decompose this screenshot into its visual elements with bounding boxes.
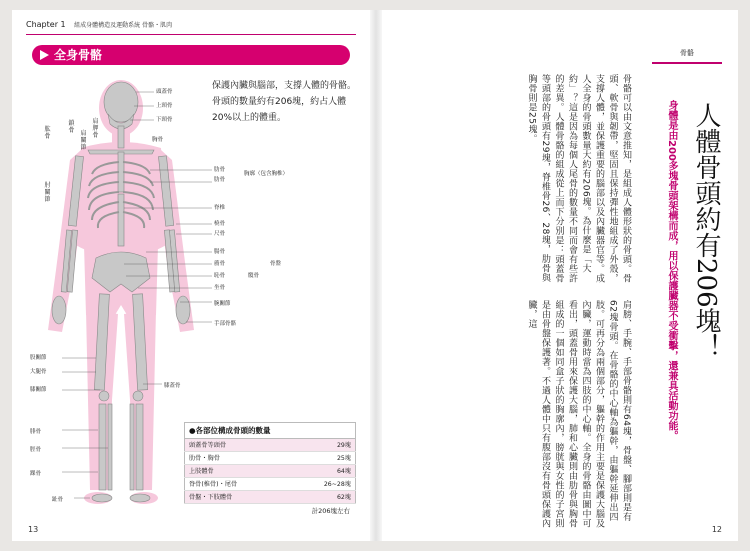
page-header: 骨骼	[680, 49, 694, 57]
label-ankle: 踝骨	[30, 471, 42, 477]
label-wrist-joint: 腕關節	[214, 301, 231, 307]
intro-text: 保護內臟與腦部，支撐人體的骨骼。骨頭的數量約有206塊，約占人體20%以上的體重。	[212, 81, 357, 123]
page-number-right: 12	[711, 525, 722, 534]
play-arrow-icon	[40, 50, 49, 60]
section-title: 全身骨骼	[54, 48, 103, 62]
count-title: ●各部位構成骨頭的數量	[184, 422, 356, 438]
label-pubis: 恥骨	[214, 273, 226, 279]
book-gutter	[370, 10, 382, 541]
label-ischium: 坐骨	[214, 285, 226, 291]
chapter-header	[26, 20, 172, 29]
label-maxilla: 上頸骨	[156, 103, 173, 109]
table-row	[185, 452, 356, 465]
section-title-bar	[32, 45, 350, 65]
label-patella: 膝蓋骨	[164, 383, 181, 389]
count-part: 頭蓋骨等頭骨	[185, 439, 314, 452]
label-sternum: 胸骨	[152, 137, 164, 143]
label-hand-bones: 手部骨骼	[214, 321, 237, 327]
chapter-subtitle: 組成身體構造及運動系統 骨骼・肌肉	[74, 22, 173, 29]
label-foot: 趾骨	[52, 497, 64, 503]
page-number-left: 13	[28, 525, 39, 534]
count-value: 64塊	[313, 465, 356, 478]
label-ribs-2: 肋骨	[214, 177, 226, 183]
bone-count-box	[184, 422, 356, 517]
bone-count-table	[184, 438, 356, 504]
label-pelvis: 骨盤	[270, 261, 282, 267]
label-ulna: 尺骨	[214, 231, 226, 237]
label-scapula: 肩胛骨	[92, 118, 99, 139]
label-rib-cage: 胸廓（包含胸椎）	[244, 171, 289, 177]
count-part: 上肢體骨	[185, 465, 314, 478]
count-value: 29塊	[313, 439, 356, 452]
label-hip-bone: 髖骨	[248, 273, 260, 279]
count-part: 肋骨・胸骨	[185, 452, 314, 465]
count-value: 62塊	[313, 491, 356, 504]
label-skull: 頭蓋骨	[156, 89, 173, 95]
header-rule	[26, 34, 356, 35]
label-tibia: 脛骨	[30, 447, 42, 453]
body-text-upper: 骨骼可以由文意推知，是組成人體形狀的骨頭。骨頭、軟骨與韌帶，堅固且保持彈性地組成了外殼，支撐人體，並保護重要的腦部以及內臟器官等。成人全身的骨頭數量大約有206塊。為什麼是「大約」？這是因為每個人尾骨的數量不同而會有些許的差異。人體骨骼的組成從上而下分別是：頭蓋骨等頭部的骨頭有29塊，脊椎骨26、28塊，肋骨與胸骨則是25塊。	[526, 74, 631, 283]
label-ilium: 腸骨	[214, 249, 226, 255]
label-knee-joint: 膝關節	[30, 387, 47, 393]
label-spine: 脊椎	[214, 205, 226, 211]
label-fibula: 腓骨	[30, 429, 42, 435]
table-row	[185, 478, 356, 491]
left-page	[12, 10, 370, 541]
label-clavicle: 鎖骨	[68, 120, 75, 134]
label-hip-joint: 股關節	[30, 355, 47, 361]
body-text-lower: 肩膀、手腕、手部骨骼則有64塊，骨盤、腳部則是有62塊骨頭。在骨骼的中心軸為軀幹，由軀幹延伸出四肢。可再分為兩個部分，軀幹的作用主要是保護大腦及內臟，運動時當為四肢的中心軸。全身的骨骼由圖中可看出，頭蓋骨用來保護大腦，肺和心臟則由肋骨與胸骨組成的一個如同盒子狀的胸廓內，膀胱與女性的子宮則是由骨盤保護著。不過人體中只有腹部沒有骨頭保護內臟，這	[526, 300, 631, 528]
count-value: 25塊	[313, 452, 356, 465]
label-mandible: 下頸骨	[156, 117, 173, 123]
label-radius: 橈骨	[214, 221, 226, 227]
count-value: 26~28塊	[313, 478, 356, 491]
label-ribs: 肋骨	[214, 167, 226, 173]
label-elbow-joint: 肘關節	[44, 182, 51, 203]
chapter-label: Chapter 1	[26, 20, 66, 29]
lead-text: 身體是由200多塊骨頭架構而成，用以保護臟器不受衝擊，還兼具活動功能。	[666, 100, 677, 441]
count-part: 骨盤・下肢體骨	[185, 491, 314, 504]
headline: 人體骨頭約有206塊！	[691, 102, 721, 360]
right-page	[382, 10, 738, 541]
count-part: 脊骨(椎骨)・尾骨	[185, 478, 314, 491]
label-humerus: 肱骨	[44, 126, 51, 140]
count-total: 計206塊左右	[311, 507, 350, 515]
label-femur: 大腿骨	[30, 369, 47, 375]
table-row	[185, 439, 356, 452]
header-rule-right	[652, 62, 722, 64]
book-spread	[12, 10, 738, 541]
table-row	[185, 465, 356, 478]
label-sacrum: 薦骨	[214, 261, 226, 267]
table-row	[185, 491, 356, 504]
label-shoulder-joint: 肩關節	[80, 130, 87, 151]
